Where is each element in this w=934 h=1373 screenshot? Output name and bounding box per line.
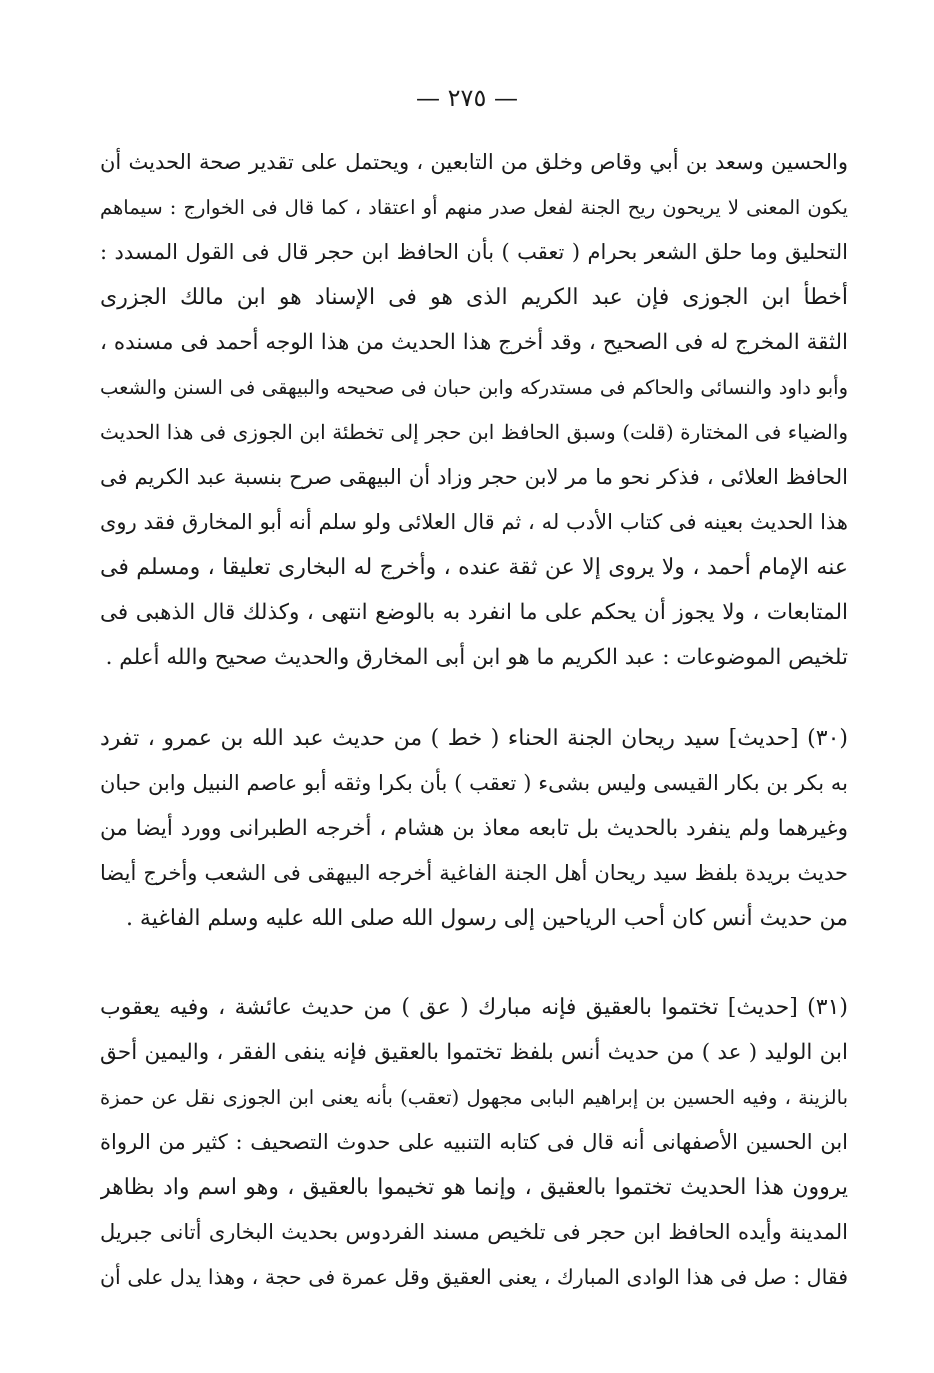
paragraph-commentary (100, 140, 848, 680)
text-line: يروون هذا الحديث تختموا بالعقيق ، وإنما هو تخيموا بالعقيق ، وهو اسم واد بظاهر (100, 1175, 848, 1200)
text-line: الثقة المخرج له فى الصحيح ، وقد أخرج هذا الحديث من هذا الوجه أحمد فى مسنده ، (100, 330, 848, 355)
text-line: التحليق وما حلق الشعر بحرام ( تعقب ) بأن الحافظ ابن حجر قال فى القول المسدد : (100, 240, 848, 264)
page-number: — ٢٧٥ — (416, 84, 518, 112)
text-line: المدينة وأيده الحافظ ابن حجر فى تلخيص مسند الفردوس بحديث البخارى أتانى جبريل (100, 1220, 848, 1244)
text-line: وغيرهما ولم ينفرد بالحديث بل تابعه معاذ بن هشام ، أخرجه الطبرانى وورد أيضا من (100, 816, 848, 841)
text-line: من حديث أنس كان أحب الرياحين إلى رسول الله صلى الله عليه وسلم الفاغية . (125, 906, 848, 931)
text-line: أخطأ ابن الجوزى فإن عبد الكريم الذى هو فى الإسناد هو ابن مالك الجزرى (100, 285, 848, 310)
text-line: حديث بريدة بلفظ سيد ريحان أهل الجنة الفاغية أخرجه البيهقى فى الشعب وأخرج أيضا (100, 861, 848, 885)
text-line: تلخيص الموضوعات : عبد الكريم ما هو ابن أبى المخارق والحديث صحيح والله أعلم . (105, 645, 848, 670)
text-line: ابن الوليد ( عد ) من حديث أنس بلفظ تختموا بالعقيق فإنه ينفى الفقر ، واليمين أحق (100, 1040, 848, 1065)
text-line: عنه الإمام أحمد ، ولا يروى إلا عن ثقة عنده ، وأخرج له البخارى تعليقا ، ومسلم فى (100, 555, 848, 580)
text-line: ابن الحسين الأصفهانى أنه قال فى كتابه التنبيه على حدوث التصحيف : كثير من الرواة (100, 1130, 848, 1154)
text-line: (٣١) [حديث] تختموا بالعقيق فإنه مبارك ( عق ) من حديث عائشة ، وفيه يعقوب (100, 995, 848, 1020)
paragraph-hadith-30 (100, 716, 848, 941)
text-line: بالزينة ، وفيه الحسين بن إبراهيم البابى مجهول (تعقب) بأنه يعنى ابن الجوزى نقل عن حمزة (100, 1086, 848, 1109)
text-line: والحسين وسعد بن أبي وقاص وخلق من التابعين ، ويحتمل على تقدير صحة الحديث أن (100, 150, 848, 174)
paragraph-hadith-31 (100, 985, 848, 1300)
text-line: فقال : صل فى هذا الوادى المبارك ، يعنى العقيق وقل عمرة فى حجة ، وهذا يدل على أن (100, 1265, 848, 1289)
text-line: يكون المعنى لا يريحون ريح الجنة لفعل صدر منهم أو اعتقاد ، كما قال فى الخوارج : سيماهم (100, 196, 848, 219)
text-line: والضياء فى المختارة (قلت) وسبق الحافظ ابن حجر إلى تخطئة ابن الجوزى فى هذا الحديث (100, 420, 848, 444)
text-line: الحافظ العلائى ، فذكر نحو ما مر لابن حجر وزاد أن البيهقى صرح بنسبة عبد الكريم فى (100, 465, 848, 489)
text-line: وأبو داود والنسائى والحاكم فى مستدركه وابن حبان فى صحيحه والبيهقى فى السنن والشعب (100, 376, 848, 399)
text-line: المتابعات ، ولا يجوز أن يحكم على ما انفرد به بالوضع انتهى ، وكذلك قال الذهبى فى (100, 600, 848, 625)
text-line: به بكر بن بكار القيسى وليس بشىء ( تعقب ) بأن بكرا وثقه أبو عاصم النبيل وابن حبان (100, 771, 848, 795)
text-line: هذا الحديث بعينه فى كتاب الأدب له ، ثم قال العلائى ولو سلم أنه أبو المخارق فقد روى (100, 510, 848, 534)
text-line: (٣٠) [حديث] سيد ريحان الجنة الحناء ( خط ) من حديث عبد الله بن عمرو ، تفرد (100, 726, 848, 751)
